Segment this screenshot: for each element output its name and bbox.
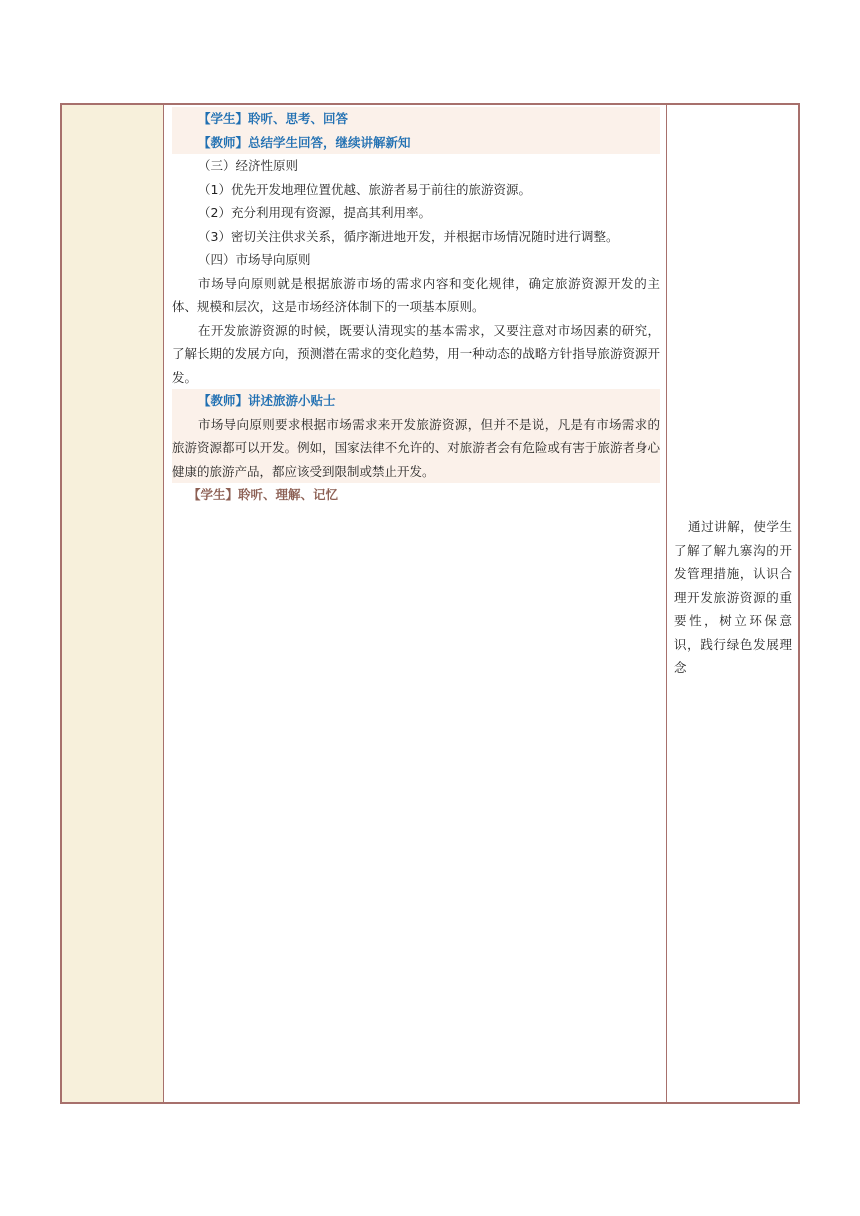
teacher-activity-line: 【教师】总结学生回答，继续讲解新知	[172, 131, 660, 155]
list-item: （1）优先开发地理位置优越、旅游者易于前往的旅游资源。	[198, 181, 531, 197]
student-activity-line: 【学生】聆听、理解、记忆	[188, 487, 339, 502]
list-item: （3）密切关注供求关系，循序渐进地开发，并根据市场情况随时进行调整。	[198, 228, 619, 244]
student-activity-line: 【学生】聆听、思考、回答	[172, 107, 660, 131]
list-item: （2）充分利用现有资源，提高其利用率。	[198, 205, 431, 220]
section-heading-market: （四）市场导向原则	[198, 252, 311, 267]
design-intent-text: 通过讲解，使学生了解了解九寨沟的开发管理措施，认识合理开发旅游资源的重要性，树立环保意识，践行绿色发展理念	[674, 519, 792, 675]
design-intent-column	[667, 105, 798, 1102]
stage-column	[62, 105, 164, 1102]
paragraph-travel-tip: 市场导向原则要求根据市场需求来开发旅游资源，但并不是说，凡是有市场需求的旅游资源都可以开发。例如，国家法律不允许的、对旅游者会有危险或有害于旅游者身心健康的旅游产品，都应该受到限制或禁止开发。	[172, 413, 660, 484]
teacher-activity-line: 【教师】讲述旅游小贴士	[172, 389, 660, 413]
section-heading-economy: （三）经济性原则	[198, 158, 299, 173]
teaching-content	[172, 107, 660, 507]
paragraph-market-development: 在开发旅游资源的时候，既要认清现实的基本需求，又要注意对市场因素的研究，了解长期的发展方向，预测潜在需求的变化趋势，用一种动态的战略方针指导旅游资源开发。	[172, 322, 660, 385]
paragraph-market-definition: 市场导向原则就是根据旅游市场的需求内容和变化规律，确定旅游资源开发的主体、规模和层次，这是市场经济体制下的一项基本原则。	[172, 275, 660, 314]
teaching-content-column	[164, 105, 667, 1102]
lesson-table	[60, 103, 800, 1104]
